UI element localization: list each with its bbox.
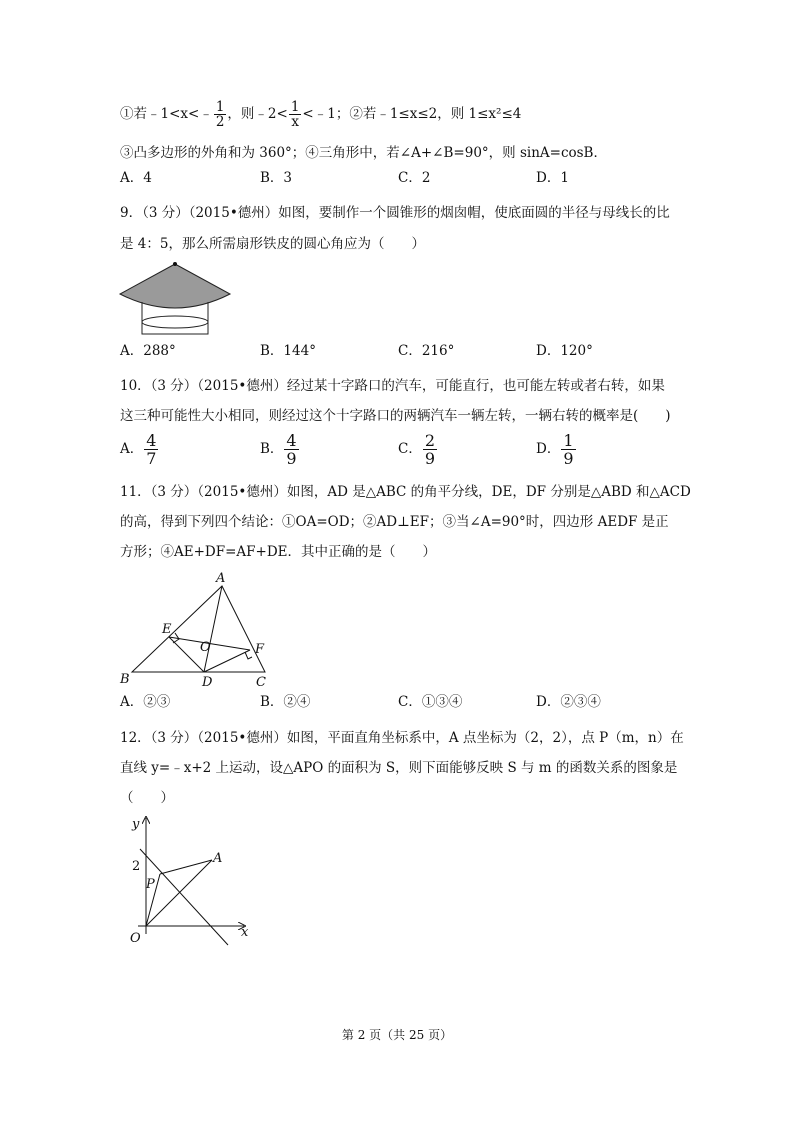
label-x: x xyxy=(241,925,249,940)
chimney-rim xyxy=(142,316,208,328)
cone-cap xyxy=(120,264,230,308)
q11-option-a: A．②③ xyxy=(120,694,171,710)
q10-option-a-fraction: $\frac{4}{7}$ xyxy=(146,431,157,468)
fraction-one-over-x: $\frac{1}{x}$ xyxy=(290,99,300,130)
q10-question-line-2: 这三种可能性大小相同，则经过这个十字路口的两辆汽车一辆左转，一辆右转的概率是( ) xyxy=(120,408,671,424)
label-c: C xyxy=(256,675,266,690)
q8-option-a: A．4 xyxy=(120,170,152,186)
q9-option-d: D．120° xyxy=(536,343,593,359)
q9-question-line-2: 是 4：5，那么所需扇形铁皮的圆心角应为（ ） xyxy=(120,236,425,252)
cone-apex-dot xyxy=(173,262,177,266)
triangle-abc xyxy=(132,586,265,672)
q10-option-d: D． $\frac{1}{9}$ xyxy=(536,431,574,468)
label-a: A xyxy=(213,851,223,866)
q11-question-line-1: 11．（3 分）（2015•德州）如图，AD 是△ABC 的角平分线，DE，DF 分别是△ABD 和△ACD xyxy=(120,484,691,500)
q11-option-d: D．②③④ xyxy=(536,694,601,710)
q9-cone-figure xyxy=(120,260,220,340)
right-angle-mark-f xyxy=(245,652,252,659)
q11-question-line-3: 方形；④AE+DF=AF+DE．其中正确的是（ ） xyxy=(120,544,437,560)
q12-question-line-1: 12．（3 分）（2015•德州）如图，平面直角坐标系中，A 点坐标为（2，2），点 P（m，n）在 xyxy=(120,730,684,746)
q10-option-b: B． $\frac{4}{9}$ xyxy=(260,431,297,468)
q11-option-c: C．①③④ xyxy=(398,694,463,710)
q12-question-line-2: 直线 y=﹣x+2 上运动，设△APO 的面积为 S，则下面能够反映 S 与 m 的函数关系的图象是 xyxy=(120,760,678,776)
segment-df xyxy=(204,650,250,672)
q11-option-b: B．②④ xyxy=(260,694,311,710)
label-2: 2 xyxy=(132,859,141,874)
q8-statement-2: ③凸多边形的外角和为 360°；④三角形中，若∠A+∠B=90°，则 sinA=cosB． xyxy=(120,145,607,161)
q10-option-d-fraction: $\frac{1}{9}$ xyxy=(563,431,574,468)
label-o: O xyxy=(130,931,141,946)
q10-option-c-fraction: $\frac{2}{9}$ xyxy=(424,431,436,468)
q8-option-d: D．1 xyxy=(536,170,569,186)
q8-option-c: C．2 xyxy=(398,170,431,186)
segment-pa xyxy=(160,860,212,874)
q12-coordinate-figure xyxy=(118,812,258,952)
fraction-one-half: $\frac{1}{2}$ xyxy=(215,99,225,130)
label-e: E xyxy=(162,622,172,637)
segment-ad xyxy=(204,586,222,672)
q10-question-line-1: 10．（3 分）（2015•德州）经过某十字路口的汽车，可能直行，也可能左转或者右转，如果 xyxy=(120,378,665,394)
label-y: y xyxy=(132,817,140,832)
q9-option-a: A．288° xyxy=(120,343,176,359)
q9-option-b: B．144° xyxy=(260,343,316,359)
q9-option-c: C．216° xyxy=(398,343,455,359)
q12-question-line-3: （ ） xyxy=(120,790,174,806)
label-p: P xyxy=(146,877,155,892)
page-footer: 第 2 页（共 25 页） xyxy=(341,1028,453,1042)
q10-option-c: C． $\frac{2}{9}$ xyxy=(398,431,436,468)
label-o: O xyxy=(200,640,211,655)
q11-triangle-figure xyxy=(118,571,288,690)
label-a: A xyxy=(216,571,226,586)
q8-option-b: B．3 xyxy=(260,170,293,186)
label-b: B xyxy=(120,672,130,687)
q10-option-a: A． $\frac{4}{7}$ xyxy=(120,431,157,468)
q9-question-line-1: 9．（3 分）（2015•德州）如图，要制作一个圆锥形的烟囱帽，使底面圆的半径与母线长的比 xyxy=(120,205,670,221)
label-d: D xyxy=(202,675,213,690)
q11-question-line-2: 的高，得到下列四个结论：①OA=OD；②AD⊥EF；③当∠A=90°时，四边形 AEDF 是正 xyxy=(120,514,669,530)
label-f: F xyxy=(255,642,265,657)
q10-option-b-fraction: $\frac{4}{9}$ xyxy=(286,431,297,468)
q8-statement-1: ①若﹣1<x<﹣ $\frac{1}{2}$ ，则﹣2< $\frac{1}{x}$ <﹣1；②若﹣1≤x≤2，则 1≤x²≤4 xyxy=(120,99,522,130)
